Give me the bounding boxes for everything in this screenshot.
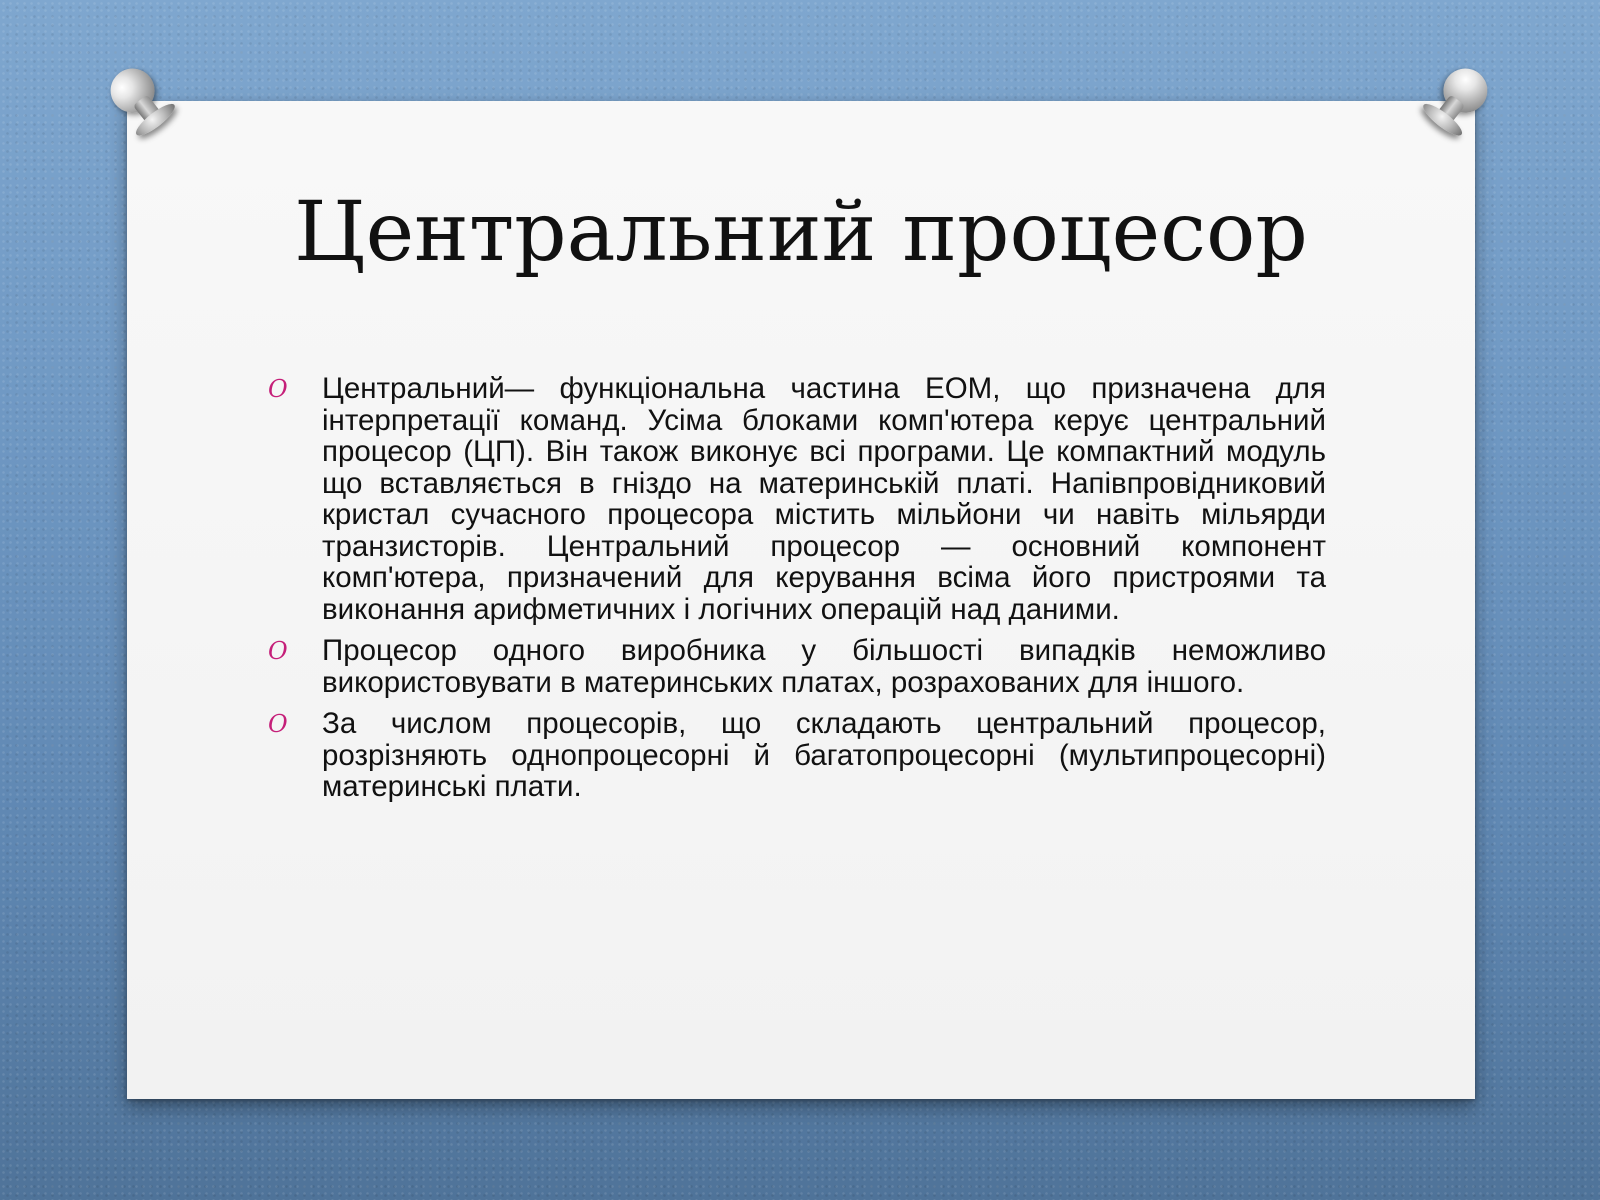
bullet-item bbox=[268, 373, 1326, 625]
bullet-text: Процесор одного виробника у більшості випадків неможливо використовувати в материнських платах, розрахованих для іншого. bbox=[322, 634, 1326, 699]
bullet-text: Центральний— функціональна частина ЕОМ, що призначена для інтерпретації команд. Усіма блоками комп'ютера керує центральний процесор (ЦП). Він також виконує всі програми. Це компактний модуль що вставляється в гніздо на материнській платі. Напівпровідниковий кристал сучасного процесора містить мільйони чи навіть мільярди транзисторів. Центральний процесор — основний компонент комп'ютера, призначений для керування всіма його пристроями та виконання арифметичних і логічних операцій над даними. bbox=[322, 372, 1326, 626]
bullet-marker-icon: O bbox=[268, 710, 288, 738]
bullet-text: За числом процесорів, що складають центральний процесор, розрізняють однопроцесорні й багатопроцесорні (мультипроцесорні) материнські плати. bbox=[322, 707, 1326, 803]
bullet-marker-icon: O bbox=[268, 375, 288, 403]
slide-title: Центральний процесор bbox=[294, 185, 1308, 280]
bullet-marker-icon: O bbox=[268, 637, 288, 665]
bullet-item bbox=[268, 708, 1326, 803]
bullet-item bbox=[268, 635, 1326, 698]
bullet-list bbox=[268, 373, 1326, 813]
